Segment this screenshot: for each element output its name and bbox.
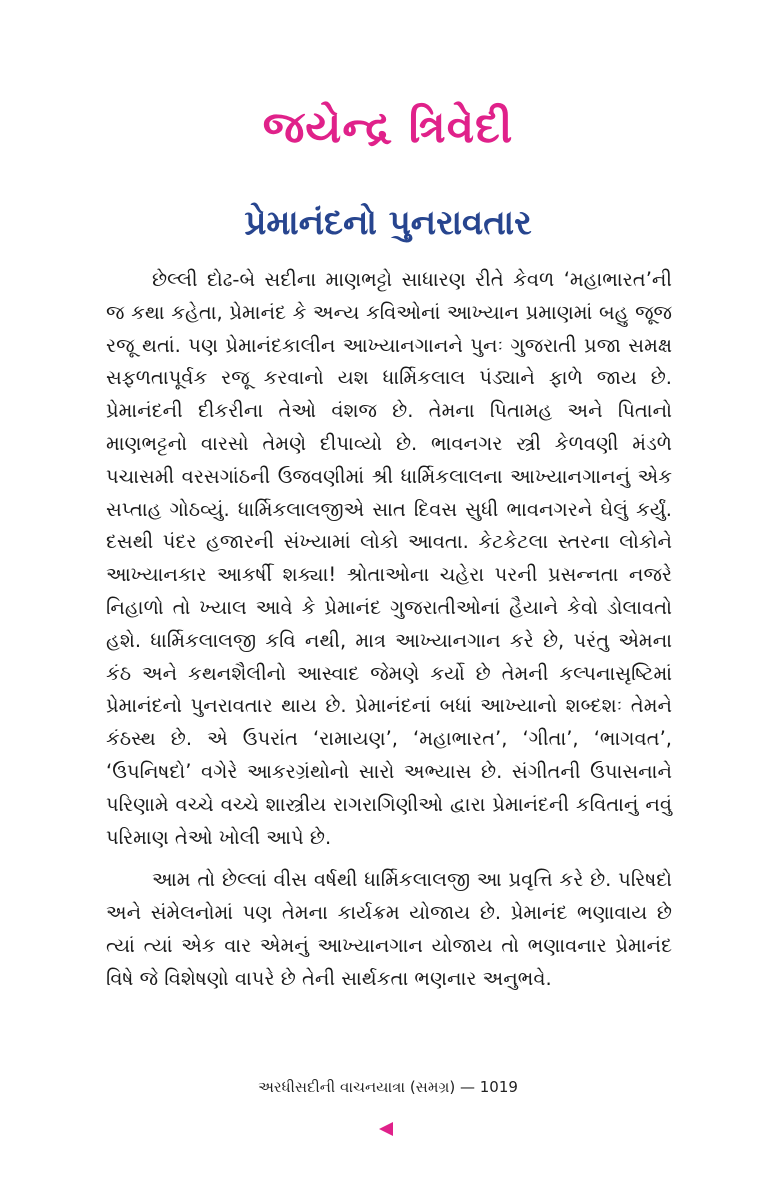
previous-page-arrow-icon[interactable] bbox=[379, 1122, 393, 1136]
paragraph-1: છેલ્લી દોઢ-બે સદીના માણભટ્ટો સાધારણ રીતે કેવળ ‘મહાભારત’ની જ કથા કહેતા, પ્રેમાનંદ કે અન્ય કવિઓનાં આખ્યાન પ્રમાણમાં બહુ જૂજ રજૂ થતાં. પણ પ્રેમાનંદકાલીન આખ્યાનગાનને પુનઃ ગુજરાતી પ્રજા સમક્ષ સફળતાપૂર્વક રજૂ કરવાનો યશ ધાર્મિકલાલ પંડ્યાને ફાળે જાય છે. પ્રેમાનંદની દીકરીના તેઓ વંશજ છે. તેમના પિતામહ અને પિતાનો માણભટ્ટનો વારસો તેમણે દીપાવ્યો છે. ભાવનગર સ્ત્રી કેળવણી મંડળે પચાસમી વરસગાંઠની ઉજવણીમાં શ્રી ધાર્મિકલાલના આખ્યાનગાનનું એક સપ્તાહ ગોઠવ્યું. ધાર્મિકલાલજીએ સાત દિવસ સુધી ભાવનગરને ઘેલું કર્યું. દસથી પંદર હજારની સંખ્યામાં લોકો આવતા. કેટકેટલા સ્તરના લોકોને આખ્યાનકાર આકર્ષી શક્યા! શ્રોતાઓના ચહેરા પરની પ્રસન્નતા નજરે નિહાળો તો ખ્યાલ આવે કે પ્રેમાનંદ ગુજરાતીઓનાં હૈયાને કેવો ડોલાવતો હશે. ધાર્મિકલાલજી કવિ નથી, માત્ર આખ્યાનગાન કરે છે, પરંતુ એમના કંઠ અને કથનશૈલીનો આસ્વાદ જેમણે કર્યો છે તેમની કલ્પનાસૃષ્ટિમાં પ્રેમાનંદનો પુનરાવતાર થાય છે. પ્રેમાનંદનાં બધાં આખ્યાનો શબ્દશઃ તેમને કંઠસ્થ છે. એ ઉપરાંત ‘રામાયણ’, ‘મહાભારત’, ‘ગીતા’, ‘ભાગવત’, ‘ઉપનિષદો’ વગેરે આકરગ્રંથોનો સારો અભ્યાસ છે. સંગીતની ઉપાસનાને પરિણામે વચ્ચે વચ્ચે શાસ્ત્રીય રાગરાગિણીઓ દ્વારા પ્રેમાનંદની કવિતાનું નવું પરિમાણ તેઓ ખોલી આપે છે. bbox=[106, 268, 672, 849]
author-name: જયેન્દ્ર ત્રિવેદી bbox=[262, 102, 514, 153]
page-footer: અરધીસદીની વાચનયાત્રા (સમગ્ર) — 1019 bbox=[258, 1078, 518, 1096]
article-title: પ્રેમાનંદનો પુનરાવતાર bbox=[244, 203, 532, 243]
paragraph-2: આમ તો છેલ્લાં વીસ વર્ષથી ધાર્મિકલાલજી આ પ્રવૃત્તિ કરે છે. પરિષદો અને સંમેલનોમાં પણ તેમના કાર્યક્રમ યોજાય છે. પ્રેમાનંદ ભણાવાય છે ત્યાં ત્યાં એક વાર એમનું આખ્યાનગાન યોજાય તો ભણાવનાર પ્રેમાનંદ વિષે જે વિશેષણો વાપરે છે તેની સાર્થકતા ભણનાર અનુભવે. bbox=[106, 868, 672, 990]
article-body bbox=[106, 264, 672, 996]
